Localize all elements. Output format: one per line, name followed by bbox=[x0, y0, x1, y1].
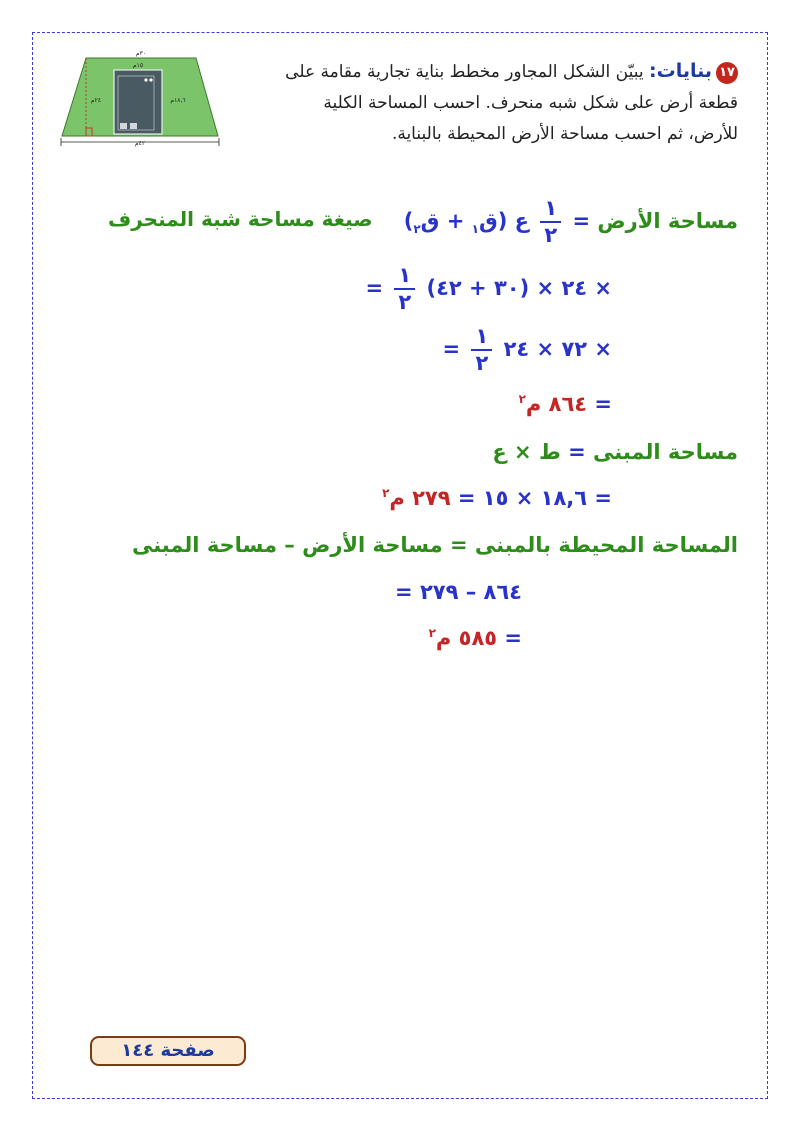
surrounding-area-formula: المساحة المحيطة بالمبنى = مساحة الأرض – مساحة المبنى bbox=[131, 533, 738, 557]
surrounding-area-result: = ٥٨٥ م$^٢$ bbox=[428, 626, 522, 650]
building-area-label: مساحة المبنى bbox=[593, 440, 738, 464]
land-area-result: = ٨٦٤ م$^٢$ bbox=[518, 392, 612, 416]
page-number-label: صفحة ١٤٤ bbox=[90, 1036, 246, 1066]
bottom-base-label: ٤٢م bbox=[134, 140, 146, 147]
building-length-label: ١٨,٦م bbox=[170, 97, 186, 104]
step-2: = $\frac{١}{٢}$ ٧٢ × ٢٤ × bbox=[442, 324, 612, 375]
problem-statement bbox=[278, 56, 738, 150]
step-1: = $\frac{١}{٢}$ (٣٠ + ٤٢) × ٢٤ × bbox=[365, 263, 612, 314]
half-fraction-2: $\frac{١}{٢}$ bbox=[471, 326, 492, 374]
trapezoid-diagram bbox=[58, 50, 220, 152]
problem-text: يبيّن الشكل المجاور مخطط بناية تجارية مقامة على قطعة أرض على شكل شبه منحرف. احسب المساحة الكلية للأرض، ثم احسب مساحة الأرض المحيطة بالبناية. bbox=[285, 62, 738, 144]
building-area-formula: مساحة المبنى = ط × ع bbox=[492, 440, 738, 464]
page-frame bbox=[32, 32, 768, 1099]
height-label: ٢٤م bbox=[90, 97, 102, 104]
building-area-calc: = ١٨,٦ × ١٥ = ٢٧٩ م$^٢$ bbox=[382, 486, 612, 510]
trapezoid-figure bbox=[58, 50, 220, 152]
top-base-label: ٣٠م bbox=[135, 50, 147, 57]
land-area-formula: مساحة الأرض = $\frac{١}{٢}$ ع (ق$_١$ + ق$_٢$) bbox=[403, 196, 738, 247]
subtraction-step: = ٨٦٤ – ٢٧٩ bbox=[395, 580, 522, 604]
half-fraction: $\frac{١}{٢}$ bbox=[540, 198, 561, 246]
building-width-label: ١٥م bbox=[132, 62, 144, 69]
land-area-label: مساحة الأرض bbox=[597, 209, 738, 233]
half-fraction-1: $\frac{١}{٢}$ bbox=[394, 265, 415, 313]
problem-number-badge: ١٧ bbox=[716, 62, 738, 84]
trapezoid-formula-name: صيغة مساحة شبة المنحرف bbox=[108, 207, 373, 231]
problem-title: بنايات: bbox=[649, 60, 712, 82]
